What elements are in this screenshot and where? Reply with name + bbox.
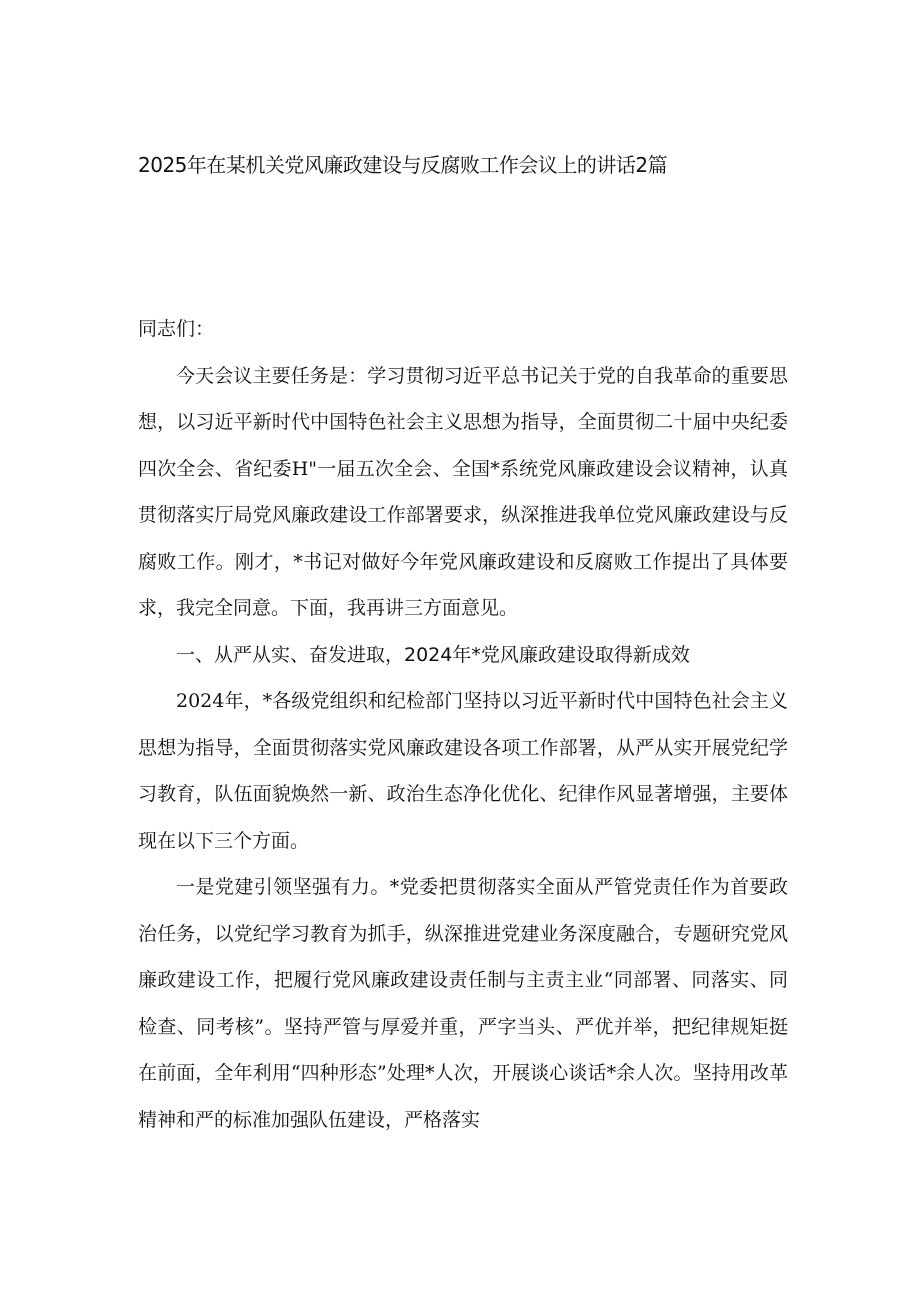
document-title: 2025年在某机关党风廉政建设与反腐败工作会议上的讲话2篇 <box>138 153 668 177</box>
document-body <box>138 306 788 1143</box>
paragraph-intro: 今天会议主要任务是：学习贯彻习近平总书记关于党的自我革命的重要思想，以习近平新时代中国特色社会主义思想为指导，全面贯彻二十届中央纪委四次全会、省纪委H"一届五次全会、全国*系统党风廉政建设会议精神，认真贯彻落实厅局党风廉政建设工作部署要求，纵深推进我单位党风廉政建设与反腐败工作。刚才，*书记对做好今年党风廉政建设和反腐败工作提出了具体要求，我完全同意。下面，我再讲三方面意见。 <box>138 364 788 619</box>
paragraph-2024-summary: 2024年，*各级党组织和纪检部门坚持以习近平新时代中国特色社会主义思想为指导，全面贯彻落实党风廉政建设各项工作部署，从严从实开展党纪学习教育，队伍面貌焕然一新、政治生态净化优化、纪律作风显著增强，主要体现在以下三个方面。 <box>138 690 788 852</box>
section-heading-1: 一、从严从实、奋发进取，2024年*党风廉政建设取得新成效 <box>176 643 690 666</box>
salutation: 同志们： <box>138 318 215 340</box>
paragraph-party-building: 一是党建引领坚强有力。*党委把贯彻落实全面从严管党责任作为首要政治任务，以党纪学习教育为抓手，纵深推进党建业务深度融合，专题研究党风廉政建设工作，把履行党风廉政建设责任制与主责主业“同部署、同落实、同检查、同考核”。坚持严管与厚爱并重，严字当头、严优并举，把纪律规矩挺在前面，全年利用“四种形态”处理*人次，开展谈心谈话*余人次。坚持用改革精神和严的标准加强队伍建设，严格落实 <box>138 876 788 1131</box>
